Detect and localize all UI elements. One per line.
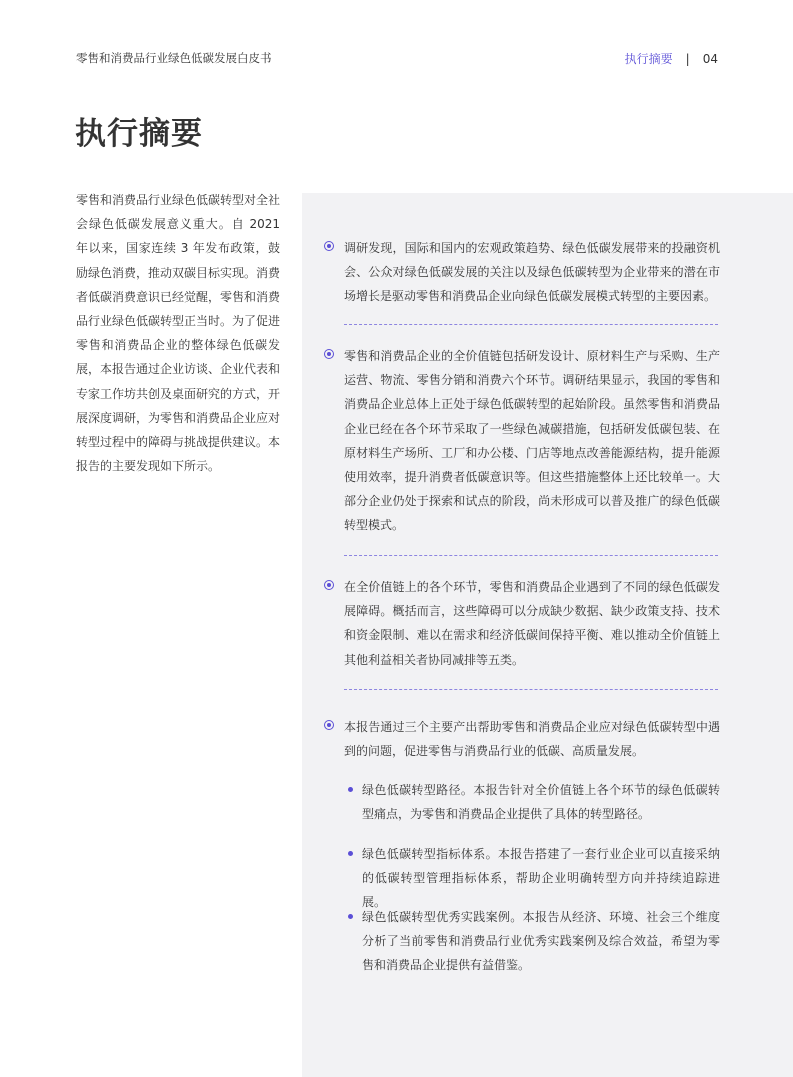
finding-text: 在全价值链上的各个环节，零售和消费品企业遇到了不同的绿色低碳发展障碍。概括而言，这些障碍可以分成缺少数据、缺少政策支持、技术和资金限制、难以在需求和经济低碳间保持平衡、难以推动全价值链上其他利益相关者协同减排等五类。 (344, 580, 720, 667)
output-text: 绿色低碳转型指标体系。本报告搭建了一套行业企业可以直接采纳的低碳转型管理指标体系，帮助企业明确转型方向并持续追踪进展。 (362, 847, 720, 910)
bullet-target-icon (324, 349, 334, 359)
output-item (344, 842, 720, 915)
output-item (344, 778, 720, 826)
bullet-dot-icon (348, 787, 353, 792)
bullet-target-icon (324, 241, 334, 251)
finding-text: 本报告通过三个主要产出帮助零售和消费品企业应对绿色低碳转型中遇到的问题，促进零售与消费品行业的低碳、高质量发展。 (344, 720, 720, 759)
divider (344, 689, 718, 690)
output-text: 绿色低碳转型路径。本报告针对全价值链上各个环节的绿色低碳转型痛点，为零售和消费品企业提供了具体的转型路径。 (362, 783, 720, 822)
page-number: 04 (702, 51, 718, 66)
bullet-target-icon (324, 580, 334, 590)
intro-paragraph: 零售和消费品行业绿色低碳转型对全社会绿色低碳发展意义重大。自 2021 年以来，国家连续 3 年发布政策，鼓励绿色消费，推动双碳目标实现。消费者低碳消费意识已经觉醒，零售和消费品行业绿色低碳转型正当时。为了促进零售和消费品企业的整体绿色低碳发展，本报告通过企业访谈、企业代表和专家工作坊共创及桌面研究的方式，开展深度调研，为零售和消费品企业应对转型过程中的障碍与挑战提供建议。本报告的主要发现如下所示。 (76, 193, 281, 474)
page-heading: 执行摘要 (75, 116, 203, 152)
bullet-dot-icon (348, 914, 353, 919)
divider (344, 555, 718, 556)
bullet-dot-icon (348, 851, 353, 856)
divider (344, 324, 718, 325)
page-meta (625, 50, 718, 67)
finding-text: 零售和消费品企业的全价值链包括研发设计、原材料生产与采购、生产运营、物流、零售分销和消费六个环节。调研结果显示，我国的零售和消费品企业总体上正处于绿色低碳转型的起始阶段。虽然零售和消费品企业已经在各个环节采取了一些绿色减碳措施，包括研发低碳包装、在原材料生产场所、工厂和办公楼、门店等地点改善能源结构，提升能源使用效率，提升消费者低碳意识等。但这些措施整体上还比较单一。大部分企业仍处于探索和试点的阶段，尚未形成可以普及推广的绿色低碳转型模式。 (344, 349, 720, 533)
finding-text: 调研发现，国际和国内的宏观政策趋势、绿色低碳发展带来的投融资机会、公众对绿色低碳发展的关注以及绿色低碳转型为企业带来的潜在市场增长是驱动零售和消费品企业向绿色低碳发展模式转型的主要因素。 (344, 241, 720, 304)
separator: | (685, 51, 690, 66)
section-label: 执行摘要 (624, 52, 673, 66)
output-text: 绿色低碳转型优秀实践案例。本报告从经济、环境、社会三个维度分析了当前零售和消费品行业优秀实践案例及综合效益，希望为零售和消费品企业提供有益借鉴。 (362, 910, 720, 973)
doc-title: 零售和消费品行业绿色低碳发展白皮书 (76, 51, 272, 65)
finding-item (324, 344, 720, 538)
finding-item (324, 715, 720, 763)
output-item (344, 905, 720, 978)
finding-item (324, 236, 720, 309)
finding-item (324, 575, 720, 672)
bullet-target-icon (324, 720, 334, 730)
